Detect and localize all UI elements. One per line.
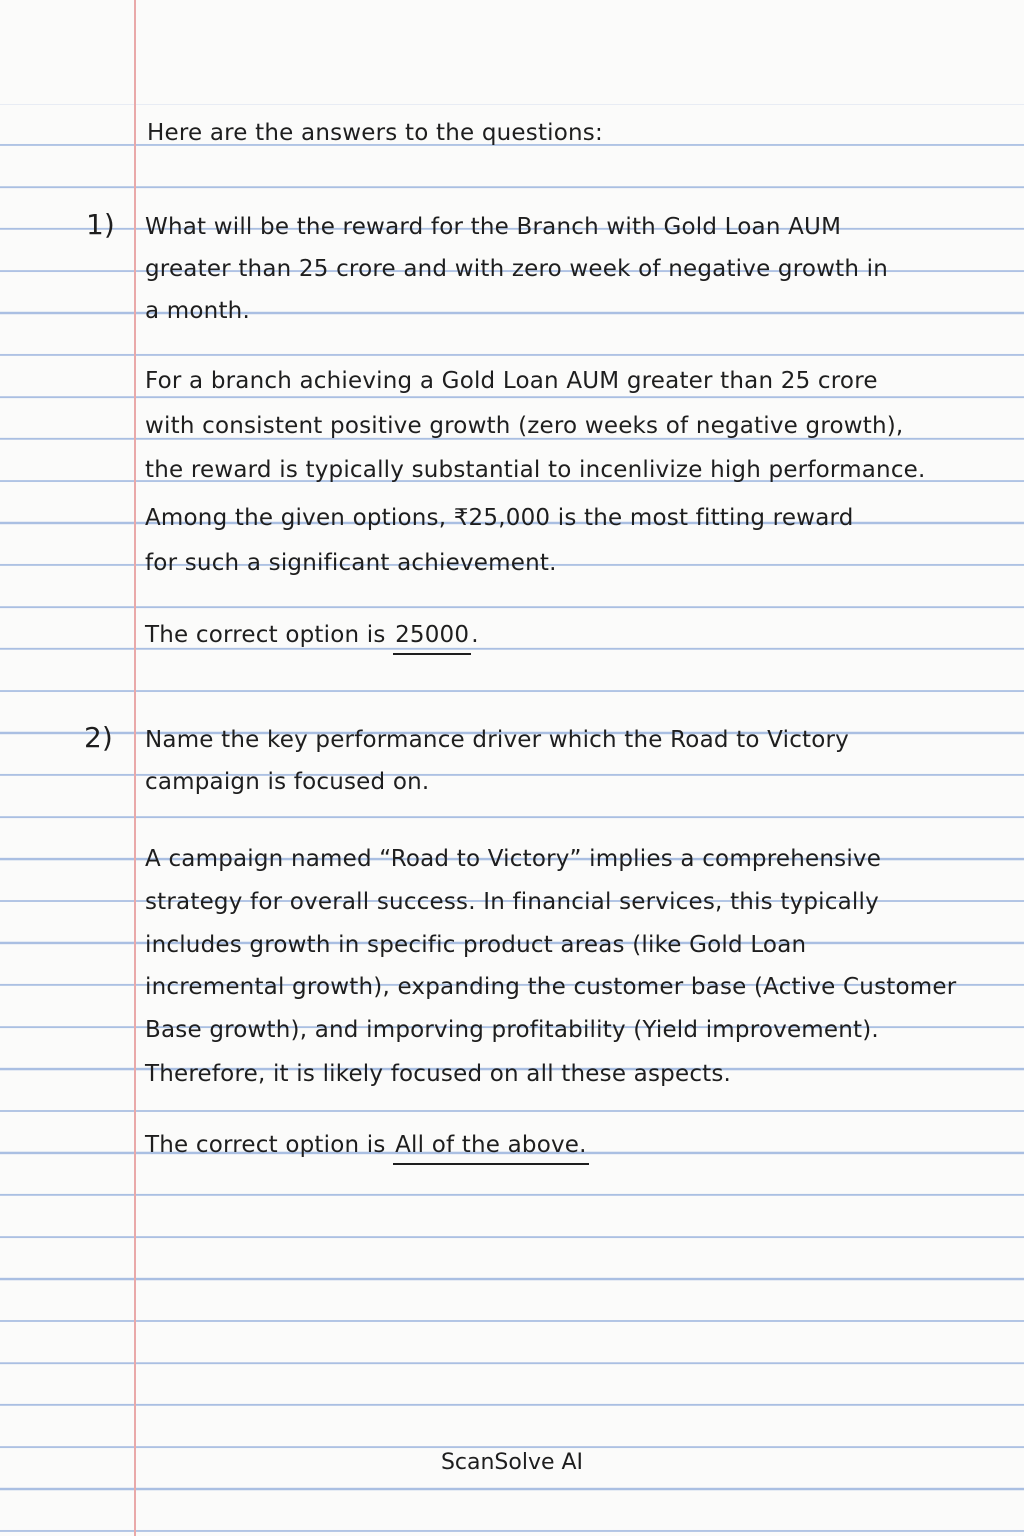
answer-1-conclusion bbox=[145, 620, 479, 655]
question-2-text-line: campaign is focused on. bbox=[145, 769, 430, 795]
answer-1-explanation-line: with consistent positive growth (zero weeks of negative growth), bbox=[145, 413, 904, 439]
answer-2-explanation-line: Therefore, it is likely focused on all these aspects. bbox=[145, 1061, 732, 1087]
page-top-blank bbox=[0, 0, 1024, 104]
answer-1-explanation-line: Among the given options, ₹25,000 is the most fitting reward bbox=[145, 505, 854, 531]
question-1-text-line: a month. bbox=[145, 298, 250, 324]
answer-1-explanation-line: the reward is typically substantial to incenlivize high performance. bbox=[145, 457, 926, 483]
answer-2-explanation-line: A campaign named “Road to Victory” implies a comprehensive bbox=[145, 846, 882, 872]
answer-1-explanation-line: for such a significant achievement. bbox=[145, 550, 557, 576]
question-1-text-line: greater than 25 crore and with zero week of negative growth in bbox=[145, 256, 889, 282]
answer-2-prefix: The correct option is bbox=[145, 1132, 386, 1158]
answer-2-explanation-line: Base growth), and imporving profitability (Yield improvement). bbox=[145, 1017, 879, 1043]
answer-1-suffix: . bbox=[471, 622, 479, 648]
answer-2-explanation-line: includes growth in specific product areas (like Gold Loan bbox=[145, 932, 807, 958]
answer-1-explanation-line: For a branch achieving a Gold Loan AUM greater than 25 crore bbox=[145, 368, 878, 394]
answer-2-explanation-line: incremental growth), expanding the customer base (Active Customer bbox=[145, 974, 957, 1000]
answer-2-value: All of the above. bbox=[393, 1130, 589, 1165]
page-heading: Here are the answers to the questions: bbox=[147, 120, 603, 146]
question-1-text-line: What will be the reward for the Branch with Gold Loan AUM bbox=[145, 214, 842, 240]
margin-line bbox=[134, 0, 136, 1536]
answer-2-conclusion bbox=[145, 1130, 589, 1165]
answer-1-value: 25000 bbox=[393, 620, 471, 655]
footer-brand: ScanSolve AI bbox=[440, 1450, 584, 1475]
answer-1-prefix: The correct option is bbox=[145, 622, 386, 648]
question-1-number: 1) bbox=[86, 208, 115, 241]
question-2-number: 2) bbox=[84, 721, 113, 754]
question-2-text-line: Name the key performance driver which the Road to Victory bbox=[145, 727, 849, 753]
answer-2-explanation-line: strategy for overall success. In financial services, this typically bbox=[145, 889, 879, 915]
